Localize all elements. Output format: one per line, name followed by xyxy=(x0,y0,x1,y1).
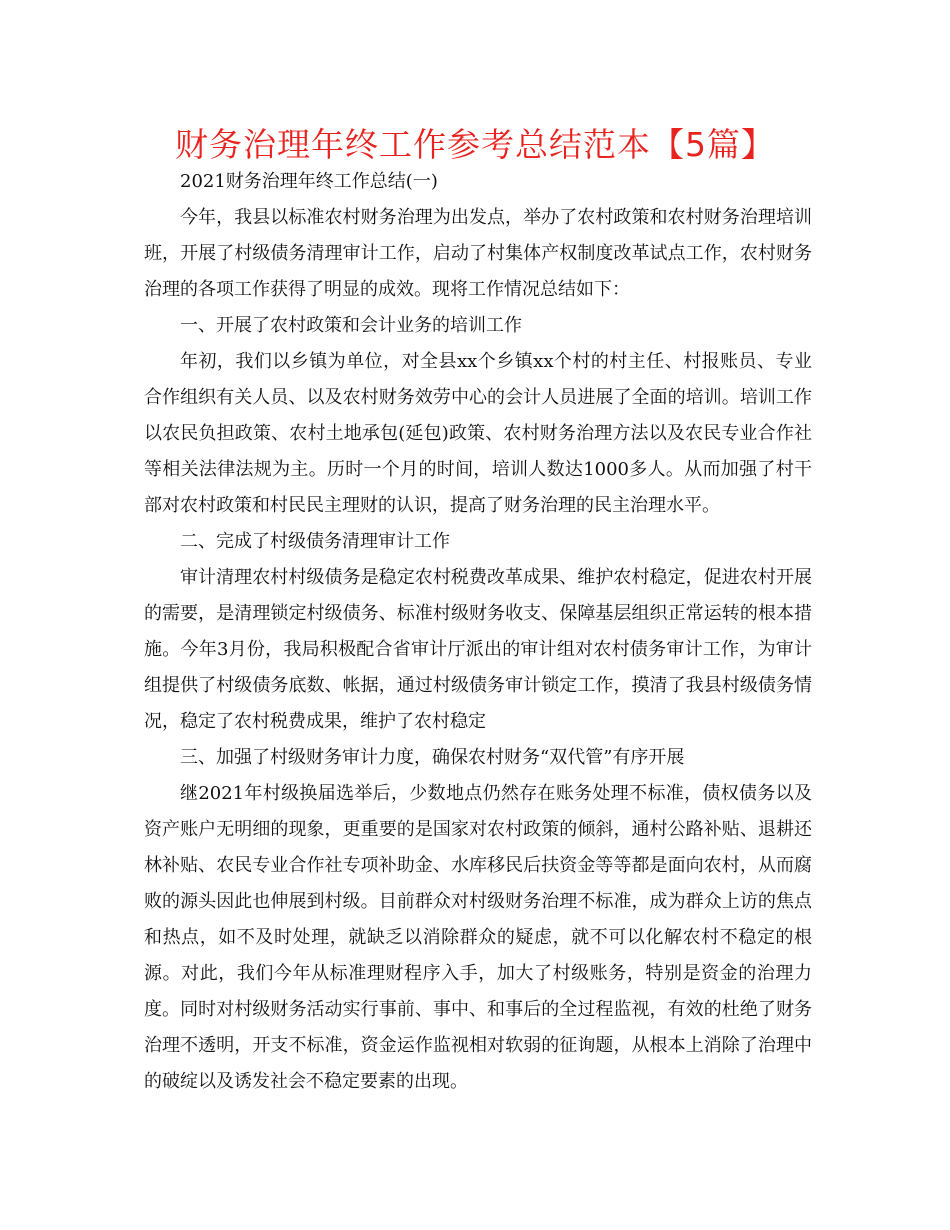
section-paragraph-1: 年初，我们以乡镇为单位，对全县xx个乡镇xx个村的村主任、村报账员、专业合作组织有关人员、以及农村财务效劳中心的会计人员进展了全面的培训。培训工作以农民负担政策、农村土地承包(延包)政策、农村财务治理方法以及农民专业合作社等相关法律法规为主。历时一个月的时间，培训人数达1000多人。从而加强了村干部对农村政策和村民民主理财的认识，提高了财务治理的民主治理水平。 xyxy=(144,351,812,516)
section-heading-1: 一、开展了农村政策和会计业务的培训工作 xyxy=(180,315,522,336)
document-body xyxy=(144,164,812,1100)
document-title: 财务治理年终工作参考总结范本【5篇】 xyxy=(175,125,775,164)
intro-paragraph: 今年，我县以标准农村财务治理为出发点，举办了农村政策和农村财务治理培训班，开展了村级债务清理审计工作，启动了村集体产权制度改革试点工作，农村财务治理的各项工作获得了明显的成效。现将工作情况总结如下： xyxy=(144,207,812,300)
section-paragraph-3: 继2021年村级换届选举后，少数地点仍然存在账务处理不标准，债权债务以及资产账户无明细的现象，更重要的是国家对农村政策的倾斜，通村公路补贴、退耕还林补贴、农民专业合作社专项补助金、水库移民后扶资金等等都是面向农村，从而腐败的源头因此也伸展到村级。目前群众对村级财务治理不标准，成为群众上访的焦点和热点，如不及时处理，就缺乏以消除群众的疑虑，就不可以化解农村不稳定的根源。对此，我们今年从标准理财程序入手，加大了村级账务，特别是资金的治理力度。同时对村级财务活动实行事前、事中、和事后的全过程监视，有效的杜绝了财务治理不透明，开支不标准，资金运作监视相对软弱的征询题，从根本上消除了治理中的破绽以及诱发社会不稳定要素的出现。 xyxy=(144,783,812,1092)
subtitle-paragraph: 2021财务治理年终工作总结(一) xyxy=(180,171,438,192)
section-heading-2: 二、完成了村级债务清理审计工作 xyxy=(180,531,450,552)
section-heading-3: 三、加强了村级财务审计力度，确保农村财务“双代管”有序开展 xyxy=(180,747,685,768)
section-paragraph-2: 审计清理农村村级债务是稳定农村税费改革成果、维护农村稳定，促进农村开展的需要，是清理锁定村级债务、标准村级财务收支、保障基层组织正常运转的根本措施。今年3月份，我局积极配合省审计厅派出的审计组对农村债务审计工作，为审计组提供了村级债务底数、帐据，通过村级债务审计锁定工作，摸清了我县村级债务情况，稳定了农村税费成果，维护了农村稳定 xyxy=(144,567,812,732)
